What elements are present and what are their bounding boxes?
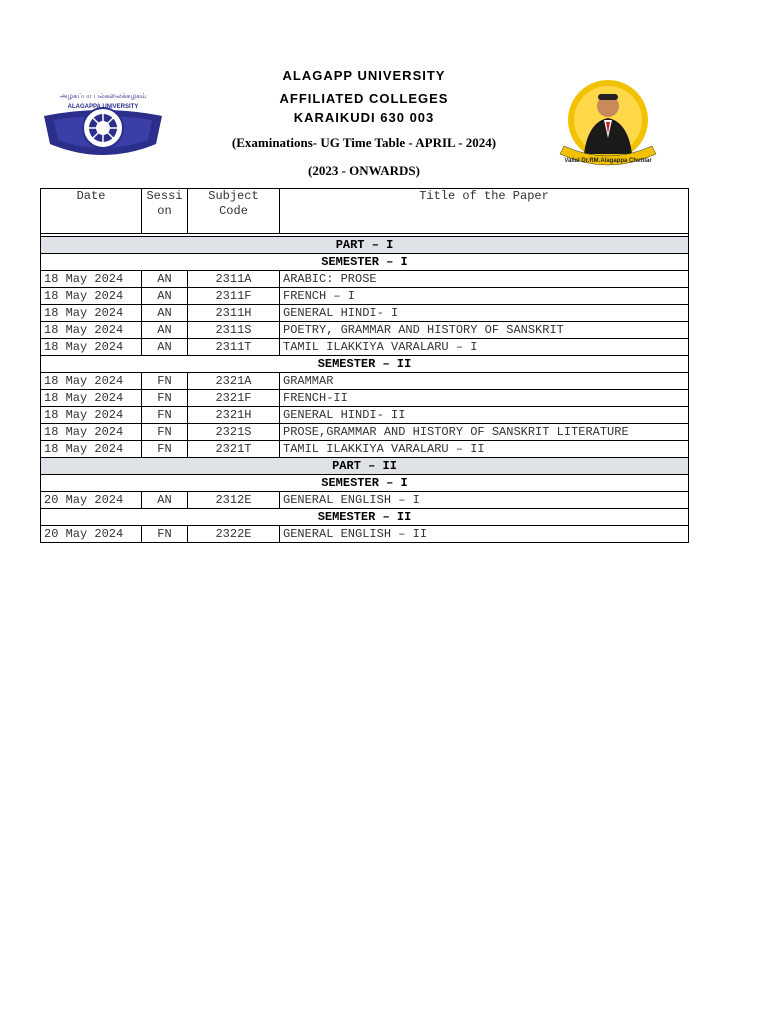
table-row bbox=[41, 407, 689, 424]
founder-portrait-icon bbox=[554, 76, 662, 176]
session-cell: FN bbox=[142, 441, 188, 458]
title-cell: ARABIC: PROSE bbox=[280, 271, 689, 288]
scheme-line: (2023 - ONWARDS) bbox=[308, 163, 420, 178]
svg-text:அழகப்பா பல்கலைக்கழகம்: அழகப்பா பல்கலைக்கழகம் bbox=[59, 92, 147, 100]
title-cell: GRAMMAR bbox=[280, 373, 689, 390]
exam-title: (Examinations- UG Time Table - APRIL - 2024) bbox=[231, 135, 497, 150]
code-cell: 2311S bbox=[188, 322, 280, 339]
header-title: Title of the Paper bbox=[280, 189, 689, 234]
title-cell: FRENCH-II bbox=[280, 390, 689, 407]
semester-label: SEMESTER – II bbox=[41, 509, 689, 526]
code-cell: 2321H bbox=[188, 407, 280, 424]
session-cell: AN bbox=[142, 305, 188, 322]
part-label: PART – I bbox=[41, 237, 689, 254]
code-cell: 2321A bbox=[188, 373, 280, 390]
session-cell: AN bbox=[142, 288, 188, 305]
university-name: ALAGAPP UNIVERSITY bbox=[282, 68, 446, 83]
table-header-row bbox=[41, 189, 689, 234]
title-cell: GENERAL ENGLISH – II bbox=[280, 526, 689, 543]
session-cell: FN bbox=[142, 526, 188, 543]
date-cell: 18 May 2024 bbox=[41, 390, 142, 407]
table-row bbox=[41, 288, 689, 305]
date-cell: 18 May 2024 bbox=[41, 271, 142, 288]
table-row bbox=[41, 441, 689, 458]
session-cell: AN bbox=[142, 339, 188, 356]
affiliated-colleges: AFFILIATED COLLEGES bbox=[279, 91, 449, 106]
semester-row bbox=[41, 254, 689, 271]
document-header bbox=[0, 0, 768, 188]
session-cell: FN bbox=[142, 390, 188, 407]
code-cell: 2311A bbox=[188, 271, 280, 288]
date-cell: 18 May 2024 bbox=[41, 441, 142, 458]
session-cell: AN bbox=[142, 492, 188, 509]
table-row bbox=[41, 322, 689, 339]
date-cell: 18 May 2024 bbox=[41, 322, 142, 339]
code-cell: 2311H bbox=[188, 305, 280, 322]
table-row bbox=[41, 424, 689, 441]
part-label: PART – II bbox=[41, 458, 689, 475]
table-row bbox=[41, 492, 689, 509]
code-cell: 2321S bbox=[188, 424, 280, 441]
title-cell: GENERAL ENGLISH – I bbox=[280, 492, 689, 509]
session-cell: AN bbox=[142, 271, 188, 288]
code-cell: 2312E bbox=[188, 492, 280, 509]
code-cell: 2311T bbox=[188, 339, 280, 356]
date-cell: 18 May 2024 bbox=[41, 373, 142, 390]
title-cell: TAMIL ILAKKIYA VARALARU – II bbox=[280, 441, 689, 458]
semester-row bbox=[41, 475, 689, 492]
date-cell: 20 May 2024 bbox=[41, 526, 142, 543]
session-cell: FN bbox=[142, 424, 188, 441]
session-cell: FN bbox=[142, 407, 188, 424]
title-cell: FRENCH – I bbox=[280, 288, 689, 305]
semester-label: SEMESTER – I bbox=[41, 254, 689, 271]
table-row bbox=[41, 390, 689, 407]
svg-text:ALAGAPPA UNIVERSITY: ALAGAPPA UNIVERSITY bbox=[67, 104, 139, 110]
table-row bbox=[41, 339, 689, 356]
svg-text:Vallal Dr.RM.Alagappa Chettiar: Vallal Dr.RM.Alagappa Chettiar bbox=[564, 158, 652, 164]
title-cell: POETRY, GRAMMAR AND HISTORY OF SANSKRIT bbox=[280, 322, 689, 339]
date-cell: 18 May 2024 bbox=[41, 407, 142, 424]
title-cell: PROSE,GRAMMAR AND HISTORY OF SANSKRIT LITERATURE bbox=[280, 424, 689, 441]
session-cell: FN bbox=[142, 373, 188, 390]
code-cell: 2311F bbox=[188, 288, 280, 305]
code-cell: 2322E bbox=[188, 526, 280, 543]
timetable bbox=[40, 188, 689, 543]
part-row bbox=[41, 237, 689, 254]
title-cell: GENERAL HINDI- I bbox=[280, 305, 689, 322]
session-cell: AN bbox=[142, 322, 188, 339]
date-cell: 18 May 2024 bbox=[41, 288, 142, 305]
header-date: Date bbox=[41, 189, 142, 234]
header-session: Sessi on bbox=[142, 189, 188, 234]
semester-row bbox=[41, 509, 689, 526]
title-cell: TAMIL ILAKKIYA VARALARU – I bbox=[280, 339, 689, 356]
header-subject-code: Subject Code bbox=[188, 189, 280, 234]
table-row bbox=[41, 271, 689, 288]
date-cell: 20 May 2024 bbox=[41, 492, 142, 509]
address-line: KARAIKUDI 630 003 bbox=[293, 110, 435, 125]
table-row bbox=[41, 373, 689, 390]
date-cell: 18 May 2024 bbox=[41, 424, 142, 441]
semester-row bbox=[41, 356, 689, 373]
code-cell: 2321F bbox=[188, 390, 280, 407]
title-cell: GENERAL HINDI- II bbox=[280, 407, 689, 424]
part-row bbox=[41, 458, 689, 475]
semester-label: SEMESTER – I bbox=[41, 475, 689, 492]
university-emblem-icon bbox=[40, 86, 166, 168]
semester-label: SEMESTER – II bbox=[41, 356, 689, 373]
date-cell: 18 May 2024 bbox=[41, 305, 142, 322]
table-row bbox=[41, 526, 689, 543]
code-cell: 2321T bbox=[188, 441, 280, 458]
date-cell: 18 May 2024 bbox=[41, 339, 142, 356]
table-row bbox=[41, 305, 689, 322]
